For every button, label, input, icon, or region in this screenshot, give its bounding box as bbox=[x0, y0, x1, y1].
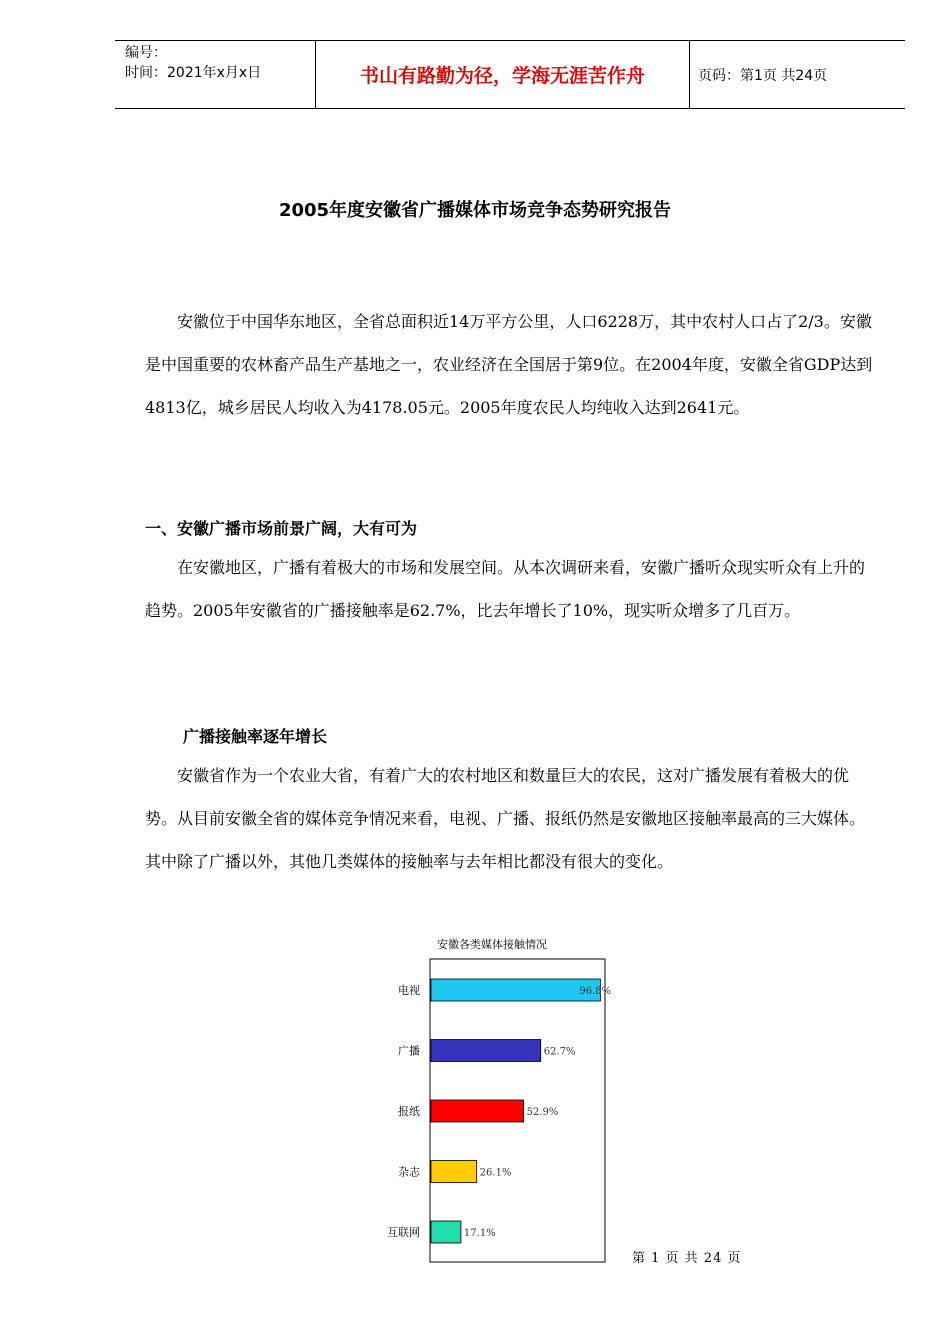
chart-title: 安徽各类媒体接触情况 bbox=[437, 938, 547, 951]
bar-4 bbox=[431, 1221, 461, 1243]
header-motto: 书山有路勤为径，学海无涯苦作舟 bbox=[316, 41, 690, 108]
category-label: 杂志 bbox=[398, 1165, 420, 1179]
media-contact-chart bbox=[380, 930, 620, 1265]
sub-heading: 广播接触率逐年增长 bbox=[183, 727, 328, 746]
category-label: 电视 bbox=[398, 984, 420, 997]
number-label: 编号： bbox=[125, 45, 167, 61]
value-label: 17.1% bbox=[463, 1228, 496, 1239]
bar-2 bbox=[431, 1100, 524, 1122]
section-heading: 一、安徽广播市场前景广阔，大有可为 bbox=[145, 519, 418, 538]
bar-1 bbox=[431, 1040, 541, 1062]
category-label: 广播 bbox=[398, 1044, 420, 1058]
bar-3 bbox=[431, 1161, 477, 1183]
category-label: 互联网 bbox=[387, 1226, 420, 1239]
category-label: 报纸 bbox=[398, 1105, 420, 1118]
value-label: 26.1% bbox=[479, 1167, 512, 1179]
intro-paragraph: 安徽位于中国华东地区，全省总面积近14万平方公里，人口6228万，其中农村人口占了2/3。安徽是中国重要的农林畜产品生产基地之一，农业经济在全国居于第9位。在2004年度，安徽全省GDP达到4813亿，城乡居民人均收入为4178.05元。2005年度农民人均纯收入达到2641元。 bbox=[145, 312, 873, 417]
time-label: 时间：2021年x月x日 bbox=[125, 65, 262, 81]
sub-paragraph: 安徽省作为一个农业大省，有着广大的农村地区和数量巨大的农民，这对广播发展有着极大的优势。从目前安徽全省的媒体竞争情况来看，电视、广播、报纸仍然是安徽地区接触率最高的三大媒体。其中除了广播以外，其他几类媒体的接触率与去年相比都没有很大的变化。 bbox=[145, 766, 866, 871]
chart-svg bbox=[380, 930, 620, 1265]
chart-marks bbox=[387, 979, 611, 1243]
page-footer: 第 1 页 共 24 页 bbox=[632, 1251, 742, 1266]
document-title: 2005年度安徽省广播媒体市场竞争态势研究报告 bbox=[278, 200, 672, 221]
bar-0 bbox=[431, 979, 600, 1001]
value-label: 52.9% bbox=[526, 1107, 559, 1118]
section-paragraph: 在安徽地区，广播有着极大的市场和发展空间。从本次调研来看，安徽广播听众现实听众有上升的趋势。2005年安徽省的广播接触率是62.7%，比去年增长了10%，现实听众增多了几百万。 bbox=[145, 558, 866, 620]
header-table bbox=[115, 40, 905, 109]
value-label: 96.8% bbox=[579, 986, 612, 997]
header-meta bbox=[115, 41, 316, 108]
value-label: 62.7% bbox=[543, 1046, 576, 1058]
header-page-info: 页码：第1页 共24页 bbox=[698, 67, 828, 84]
